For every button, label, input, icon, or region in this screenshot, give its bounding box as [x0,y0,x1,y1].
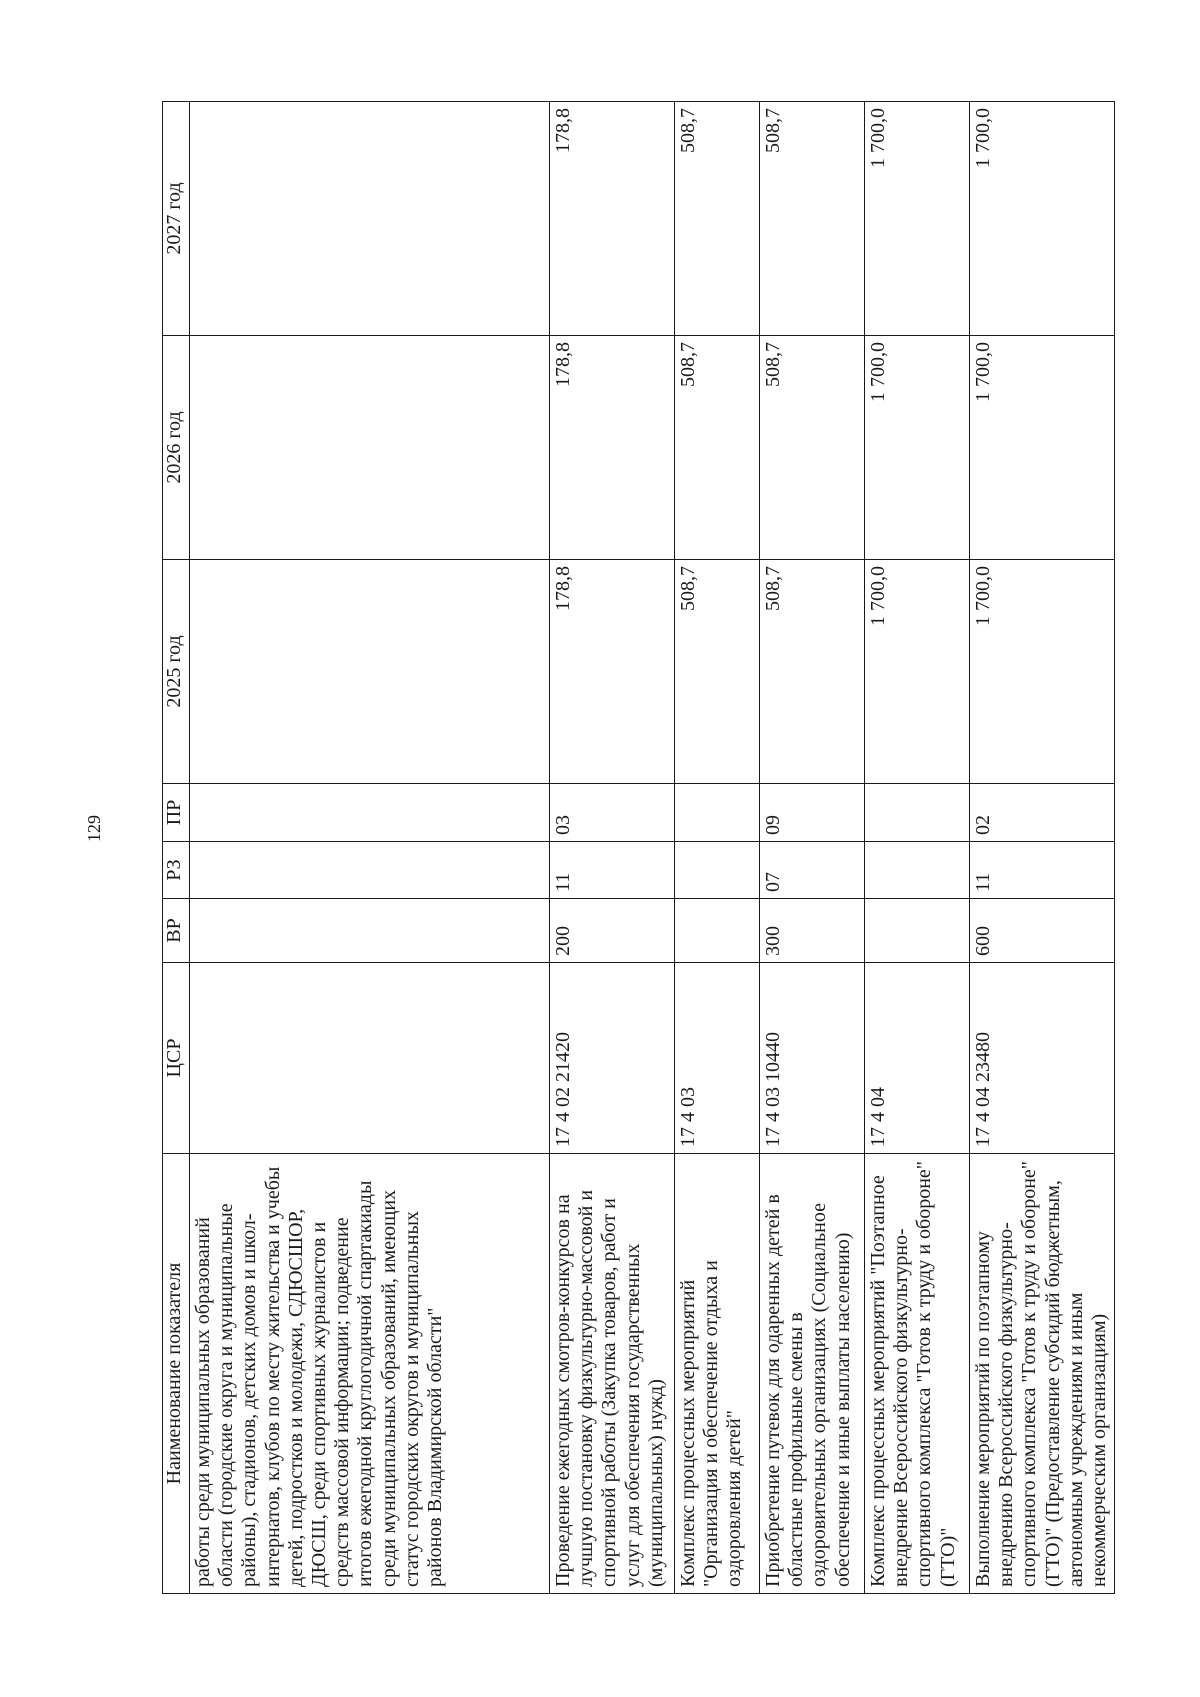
row-2027 [190,102,550,336]
header-csr: ЦСР [163,963,190,1154]
row-name: Выполнение мероприятий по поэтапному внедрению Всероссийского физкультурно-спортивного комплекса "Готов к труду и обороне" (ГТО)" (Предоставление субсидий бюджетным, автономным учреждениям и иным некоммерческим организациям) [970,1154,1115,1594]
row-vr [675,899,760,963]
rotated-table-frame [162,102,1117,1594]
row-rz: 07 [760,842,865,899]
header-2026: 2026 год [163,336,190,560]
table-header-row [163,102,190,1594]
row-2026: 178,8 [550,336,675,560]
row-csr: 17 4 03 [675,963,760,1154]
header-2027: 2027 год [163,102,190,336]
row-csr [190,963,550,1154]
row-pr [865,784,970,842]
table-row [550,102,675,1594]
row-csr: 17 4 03 10440 [760,963,865,1154]
row-name: Комплекс процессных мероприятий "Поэтапное внедрение Всероссийского физкультурно-спортивного комплекса "Готов к труду и обороне" (ГТО)" [865,1154,970,1594]
row-2026: 1 700,0 [865,336,970,560]
row-2025 [190,560,550,784]
row-2027: 508,7 [760,102,865,336]
row-2027: 1 700,0 [865,102,970,336]
table-row [970,102,1115,1594]
row-2025: 1 700,0 [865,560,970,784]
row-2026: 508,7 [760,336,865,560]
header-pr: ПР [163,784,190,842]
row-name: Приобретение путевок для одаренных детей в областные профильные смены в оздоровительных организациях (Социальное обеспечение и иные выплаты населению) [760,1154,865,1594]
row-2027: 508,7 [675,102,760,336]
row-pr: 02 [970,784,1115,842]
row-name: работы среди муниципальных образований области (городские округа и муниципальные районы), стадионов, детских домов и школ-интернатов, клубов по месту жительства и учебы детей, подростков и молодежи, СДЮСШОР, ДЮСШ, среди спортивных журналистов и средств массовой информации; подведение итогов ежегодной круглогодичной спартакиады среди муниципальных образований, имеющих статус городских округов и муниципальных районов Владимирской области" [190,1154,550,1594]
row-rz: 11 [550,842,675,899]
page-number: 129 [84,815,104,842]
row-2025: 1 700,0 [970,560,1115,784]
row-2026 [190,336,550,560]
row-vr [865,899,970,963]
table-row [760,102,865,1594]
row-2026: 508,7 [675,336,760,560]
row-2025: 178,8 [550,560,675,784]
header-2025: 2025 год [163,560,190,784]
row-rz [675,842,760,899]
row-name: Проведение ежегодных смотров-конкурсов на лучшую постановку физкультурно-массовой и спортивной работы (Закупка товаров, работ и услуг для обеспечения государственных (муниципальных) нужд) [550,1154,675,1594]
header-rz: РЗ [163,842,190,899]
row-2025: 508,7 [760,560,865,784]
row-pr [190,784,550,842]
row-name: Комплекс процессных мероприятий "Организация и обеспечение отдыха и оздоровления детей" [675,1154,760,1594]
row-vr [190,899,550,963]
row-2025: 508,7 [675,560,760,784]
row-rz [190,842,550,899]
row-csr: 17 4 04 23480 [970,963,1115,1154]
header-name: Наименование показателя [163,1154,190,1594]
table-row [190,102,550,1594]
row-rz [865,842,970,899]
row-rz: 11 [970,842,1115,899]
table-row [675,102,760,1594]
row-vr: 600 [970,899,1115,963]
row-2027: 1 700,0 [970,102,1115,336]
row-vr: 300 [760,899,865,963]
row-2027: 178,8 [550,102,675,336]
header-vr: ВР [163,899,190,963]
row-pr [675,784,760,842]
budget-table [162,101,1115,1594]
row-pr: 03 [550,784,675,842]
row-csr: 17 4 02 21420 [550,963,675,1154]
row-vr: 200 [550,899,675,963]
row-pr: 09 [760,784,865,842]
table-row [865,102,970,1594]
row-csr: 17 4 04 [865,963,970,1154]
row-2026: 1 700,0 [970,336,1115,560]
